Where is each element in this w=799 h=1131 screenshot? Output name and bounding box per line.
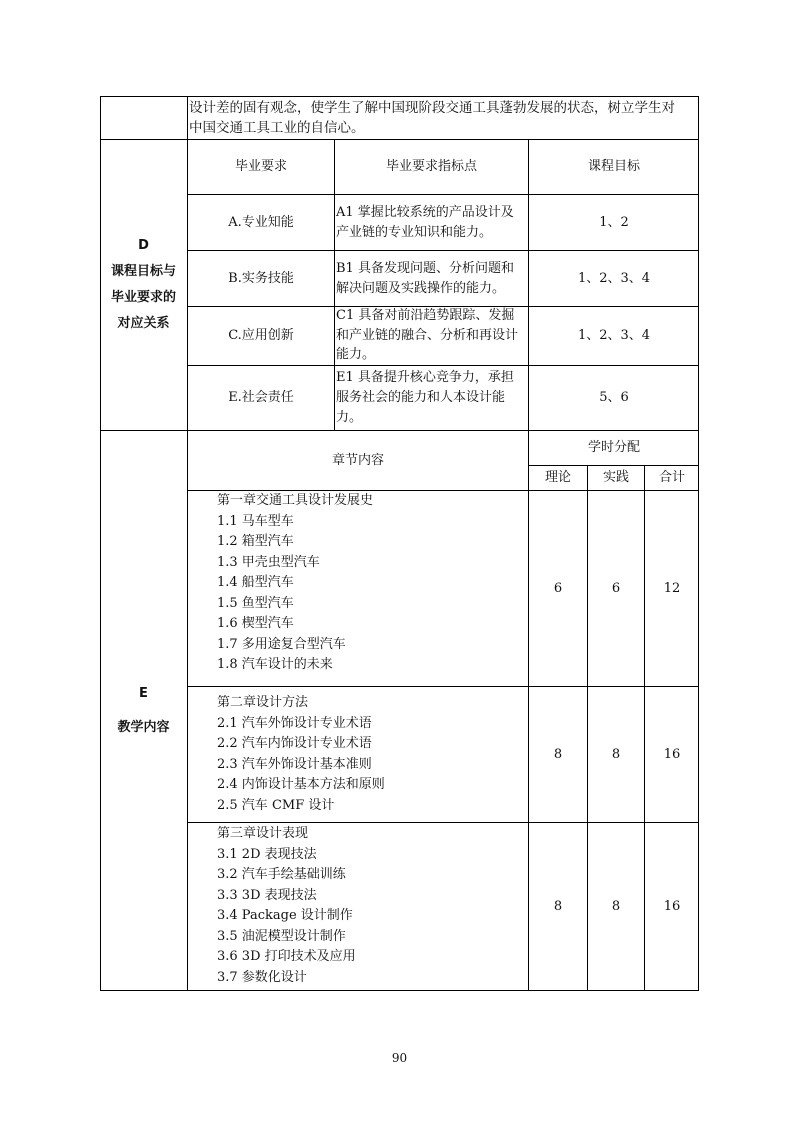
- requirement-cell: B.实务技能: [228, 270, 294, 286]
- indicator-cell: [336, 251, 528, 306]
- section-d-label: [100, 139, 187, 430]
- section-item: 2.4 内饰设计基本方法和原则: [217, 777, 385, 792]
- section-item: 3.3 3D 表现技法: [217, 887, 317, 903]
- indicator-line: E1 具备提升核心竞争力，承担: [336, 370, 514, 385]
- chapter-content: [217, 491, 373, 676]
- indicator-line: A1 掌握比较系统的产品设计及: [336, 204, 514, 220]
- section-item: 3.5 油泥模型设计制作: [217, 928, 346, 944]
- goal-cell: 1、2、3、4: [577, 270, 651, 286]
- requirement-cell: E.社会责任: [228, 390, 294, 405]
- indicator-line: 服务社会的能力和人本设计能: [336, 390, 506, 405]
- total-hours: 16: [663, 746, 681, 762]
- practice-hours: 6: [611, 580, 621, 596]
- theory-hours: 6: [553, 580, 563, 596]
- indicator-line: 解决问题及实践操作的能力。: [336, 280, 506, 296]
- indicator-cell: [336, 306, 528, 365]
- section-item: 2.1 汽车外饰设计专业术语: [217, 715, 372, 731]
- section-title: 毕业要求的: [110, 289, 176, 305]
- section-code: E: [139, 686, 148, 701]
- header-course-goal: 课程目标: [587, 158, 640, 174]
- section-item: 3.6 3D 打印技术及应用: [217, 949, 356, 964]
- section-title: 对应关系: [117, 315, 170, 331]
- indicator-line: B1 具备发现问题、分析问题和: [336, 260, 514, 276]
- theory-hours: 8: [553, 746, 563, 762]
- requirement-cell: C.应用创新: [228, 328, 294, 343]
- section-item: 3.4 Package 设计制作: [217, 908, 353, 923]
- chapter-content: [217, 693, 385, 816]
- header-hours: 学时分配: [587, 440, 640, 455]
- requirement-cell: A.专业知能: [228, 214, 294, 230]
- total-hours: 16: [663, 899, 681, 914]
- section-item: 2.5 汽车 CMF 设计: [217, 797, 335, 813]
- chapter-title: 第一章交通工具设计发展史: [217, 493, 374, 508]
- indicator-cell: [336, 195, 528, 250]
- header-chapter-content: 章节内容: [331, 452, 384, 468]
- indicator-line: 产业链的专业知识和能力。: [336, 224, 493, 240]
- goal-cell: 1、2: [599, 214, 629, 230]
- theory-hours: 8: [553, 899, 563, 914]
- indicator-line: C1 具备对前沿趋势跟踪、发掘: [336, 308, 515, 323]
- header-indicator: 毕业要求指标点: [385, 158, 477, 174]
- section-item: 3.1 2D 表现技法: [217, 846, 317, 862]
- header-practice: 实践: [602, 470, 629, 485]
- section-item: 1.7 多用途复合型汽车: [217, 636, 346, 652]
- section-item: 1.3 甲壳虫型汽车: [217, 554, 320, 570]
- indicator-line: 能力。: [336, 347, 376, 362]
- intro-line: 中国交通工具工业的自信心。: [189, 120, 365, 136]
- section-item: 3.2 汽车手绘基础训练: [217, 867, 346, 882]
- section-item: 2.2 汽车内饰设计专业术语: [217, 736, 372, 751]
- section-title: 教学内容: [117, 720, 170, 735]
- section-item: 1.1 马车型车: [217, 513, 294, 529]
- intro-text: [188, 98, 699, 139]
- intro-line: 设计差的固有观念，使学生了解中国现阶段交通工具蓬勃发展的状态，树立学生对: [189, 100, 675, 116]
- indicator-line: 和产业链的融合、分析和再设计: [336, 327, 519, 343]
- chapter-title: 第三章设计表现: [217, 826, 309, 841]
- indicator-cell: [336, 368, 528, 430]
- section-item: 1.8 汽车设计的未来: [217, 657, 333, 672]
- section-item: 1.2 箱型汽车: [217, 534, 294, 549]
- section-code: D: [138, 237, 149, 253]
- section-item: 1.5 鱼型汽车: [217, 595, 294, 611]
- section-e-label: [100, 431, 187, 991]
- section-title: 课程目标与: [110, 263, 176, 279]
- section-item: 2.3 汽车外饰设计基本准则: [217, 756, 372, 772]
- section-item: 1.4 船型汽车: [217, 575, 294, 590]
- total-hours: 12: [663, 580, 681, 596]
- goal-cell: 1、2、3、4: [577, 328, 651, 343]
- section-item: 1.6 楔型汽车: [217, 616, 294, 631]
- practice-hours: 8: [611, 746, 621, 762]
- indicator-line: 力。: [336, 410, 363, 425]
- practice-hours: 8: [611, 899, 621, 914]
- goal-cell: 5、6: [599, 390, 629, 405]
- page-number: 90: [391, 1051, 408, 1065]
- header-theory: 理论: [544, 470, 571, 485]
- chapter-content: [217, 824, 356, 988]
- section-item: 3.7 参数化设计: [217, 969, 307, 985]
- chapter-title: 第二章设计方法: [217, 695, 309, 710]
- header-requirement: 毕业要求: [234, 158, 287, 174]
- header-total: 合计: [658, 470, 685, 485]
